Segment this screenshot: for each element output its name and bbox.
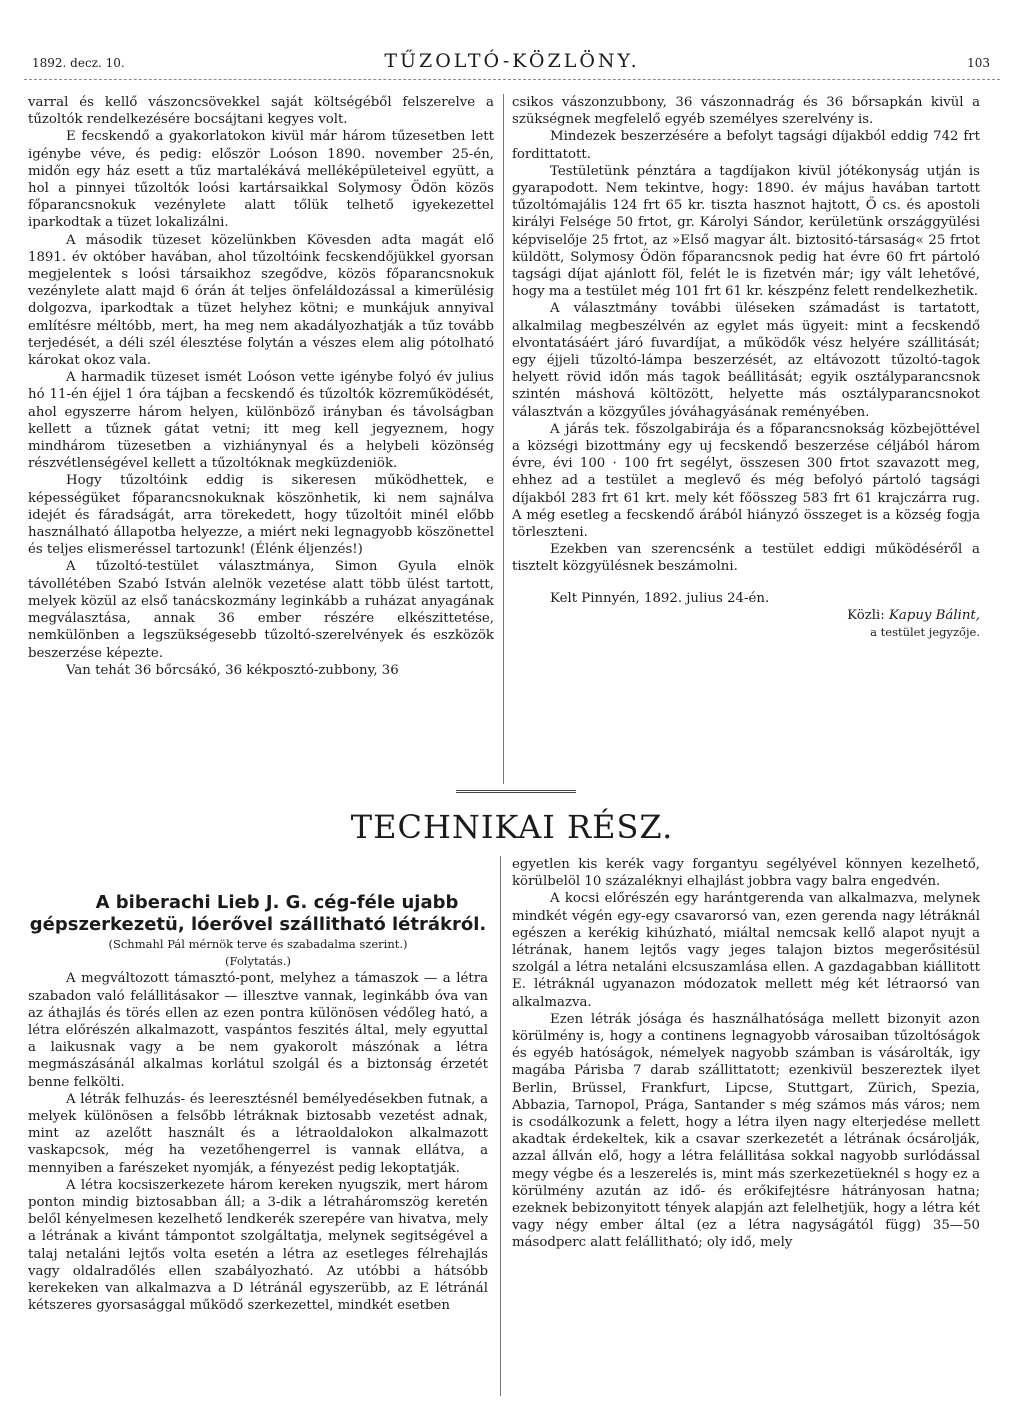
report-right-column [512,94,980,641]
end-of-report-rule [456,790,576,793]
column-divider [503,94,504,784]
report-paragraph: E fecskendő a gyakorlatokon kivül már három tűzesetben lett igénybe véve, és pedig: először Loóson 1890. november 25-én, midőn egy ház esett a tűz martalékává melléképületeivel együtt, a hol a pinnyei tűzoltók loósi kartársaikkal Solymosy Ödön közös főparancsnokuk vezénylete alatt tőlük telhető igyekezettel iparkodtak a tüzet lokalizálni. [28,129,494,231]
article-paragraph: A kocsi előrészén egy harántgerenda van alkalmazva, melynek mindkét végén egy-egy csavarorsó van, ezen gerenda nagy létráknál egészen a kerékig kihúzható, miáltal nemcsak kellő alapot nyujt a létrának, hanem lejtős vagy jeges talajon biztos megerősitésül szolgál a létra netaláni elcsuszamlása ellen. A gazdagabban kiállitott E. létráknál ugyanazon módozatok mellett még két létraorsó van alkalmazva. [512,891,980,1010]
article-paragraph: A létra kocsiszerkezete három kereken nyugszik, mert három ponton mindig biztosabban áll; a 3-dik a létraháromszög keretén belől kényelmesen kezelhető lendkerék szerepére van hivatva, mely a létrának a kivánt támpontot szolgáltatja, melynek segitségével a talaj netaláni lejtős volta esetén a létra az esetleges félrehajlás vagy oldalradőlés ellen szabályozható. Az utóbbi a hátsóbb kerekeken van alkalmazva a D létránál egyszerübb, az E létránál kétszeres gyorsasággal működő szerkezettel, mindkét esetben [28,1177,488,1314]
article-title: A biberachi Lieb J. G. cég-féle ujabb gépszerkezetü, lóerővel szállitható létrákról. [29,892,487,935]
article-paragraph: egyetlen kis kerék vagy forgantyu segélyével könnyen kezelhető, körülbelöl 10 százaléknyi elhajlást jobbra vagy balra engedvén. [512,857,980,890]
article-left-column [28,892,488,1314]
continuation-note: (Folytatás.) [225,954,291,969]
article-byline: (Schmahl Pál mérnök terve és szabadalma szerint.) [108,937,408,951]
report-left-column [28,94,494,679]
page-number: 103 [967,56,990,70]
header-rule [24,79,1000,80]
report-paragraph: Ezekben van szerencsénk a testület eddigi működéséről a tisztelt közgyülésnek beszámolni. [512,542,980,575]
report-paragraph: Testületünk pénztára a tagdíjakon kivül jótékonyság utján is gyarapodott. Nem tekintve, hogy: 1890. év május havában tartott tűzoltómajális 124 frt 65 kr. tiszta hasznot hajtott, Ő cs. és apostoli királyi Felsége 50 frtot, gr. Károlyi Sándor, kerületünk országgyülési képviselője 25 frtot, az »Első magyar ált. biztositó-társaság« 25 frtot küldött, Solymosy Ödön főparancsnok pedig hat évre 60 frt pártoló tagsági díjat ajánlott föl, felét le is fizetvén már; igy vált lehetővé, hogy ma a testület még 101 frt 61 kr. készpénz felett rendelkezhetik. [512,163,980,300]
article-right-column [512,856,980,1252]
article-paragraph: A létrák felhuzás- és leeresztésnél bemélyedésekben futnak, a melyek különösen a felsőbb létráknak biztosabb vezetést adnak, mint az azelőtt használt és a létraoldalokon alkalmazott vaskapcsok, még ha vezetőhengerrel is vannak ellátva, a mennyiben a farészeket nyomják, a fényezést pedig lekoptatják. [28,1091,488,1176]
signoff-role: a testület jegyzője. [870,625,980,640]
signoff-name: Kapuy Bálint, [888,607,980,623]
article-paragraph: Ezen létrák jósága és használhatósága mellett bizonyit azon körülmény is, hogy a continens legnagyobb városaiban tűzoltóságok és egyéb hatóságok, némelyek nagyobb számban is vásárolták, igy magába Párisba 7 darab szállittatott; ezenkivül beszereztek ilyet Berlin, Brüssel, Frankfurt, Lipcse, Stuttgart, Zürich, Spezia, Abbazia, Tarnopol, Prága, Santander s még számos más város; nem is csodálkozunk a felett, hogy a létra ilyen nagy elterjedése mellett akadtak érdekeltek, kik a csavar szerkezetét a létrának ócsárolják, azzal állván elő, hogy a létra felállitása sokkal nagyobb surlódással megy végbe és a leszerelés is, mint más szerkezetüeknél s hogy ez a körülmény azután az idő- és erőkifejtésre hátrányosan hatna; ezeknek bebizonyitott tények alapján azt felelhetjük, hogy a létra két vagy négy ember által (ez a létra nagyságától függ) 35—50 másodperc alatt felállitható; oly idő, mely [512,1011,980,1251]
report-paragraph: A második tüzeset közelünkben Kövesden adta magát elő 1891. év október havában, ahol tűzoltóink fecskendőjükkel gyorsan megjelentek s loósi társaikhoz szegődve, közös főparancsnokuk vezénylete alatt majd 6 órán át teljes önfeláldozással a kimerülésig dolgozva, iparkodtak a tüzet helyhez kötni; e munkájuk annyival említésre méltóbb, mert, ha meg nem akadályozhatják a tűz tovább terjedését, a déli szél élesztése folytán a vészes elem alig pótolható károkat okoz vala. [28,232,494,369]
signoff [512,607,980,624]
column-divider [500,856,501,1396]
signoff-prefix: Közli: [847,607,885,623]
dateline: Kelt Pinnyén, 1892. julius 24-én. [550,590,770,606]
report-paragraph: A tűzoltó-testület választmánya, Simon Gyula elnök távollétében Szabó István alelnök vezetése alatt több ülést tartott, melyek közül az első tanácskozmány leginkább a ruházat anyagának megválasztása, annak 36 ember részére elkészittetése, nemkülönben a legszükségesebb tűzoltó-szerelvények és eszközök beszerzése képezte. [28,559,494,661]
issue-date: 1892. decz. 10. [32,56,125,70]
page-header [24,48,1000,76]
report-paragraph: A harmadik tüzeset ismét Loóson vette igénybe folyó év julius hó 11-én éjjel 1 óra tájban a fecskendő és tűzoltók közreműködését, ahol egyszerre három helyen, különböző irányban és távolságban kellett a tűznek gátat vetni; itt meg kell jegyeznem, hogy mindhárom tüzesetben a vizhiánynyal és a helybeli közönség részvétlenségével kellett a tűzoltóknak megküzdeniök. [28,370,494,472]
report-paragraph: varral és kellő vászoncsövekkel saját költségéből felszerelve a tűzoltók rendelkezésére bocsájtani kegyes volt. [28,95,494,128]
report-paragraph: Van tehát 36 bőrcsákó, 36 kékposztó-zubbony, 36 [66,662,399,678]
report-paragraph: Hogy tűzoltóink eddig is sikeresen működhettek, e képességüket főparancsnokuknak köszönhetik, ki nem sajnálva idejét és fáradságát, arra törekedett, hogy tűzoltóit minél előbb használható állapotba helyezze, a miért neki legnagyobb köszönettel és teljes elismeréssel tartozunk! (Élénk éljenzés!) [28,473,494,558]
article-paragraph: A megváltozott támasztó-pont, melyhez a támaszok — a létra szabadon való felállitásakor — illesztve vannak, leginkább óva van az áthajlás és törés ellen az ezen pontra különösen védőleg ható, a létra előrészén alkalmazott, vaspántos feszités által, mely egyuttal a laikusnak vagy a be nem gyakorolt mászónak a létra megmászásánál alkalmas korlátul szolgál és a biztonság érzetét benne felkölti. [28,971,488,1090]
report-paragraph: A választmány további üléseken számadást is tartatott, alkalmilag megbeszélvén az egylet más ügyeit: mint a fecskendő elvontatásáért járó fuvardíjat, a működők vész helyére szállitását; egy éjjeli tűzoltó-lámpa beszerzését, az eltávozott tűzoltó-tagok helyett rövid időn más tagok beállitását; egyik osztályparancsnok szintén máshová költözött, helyette más osztályparancsnokot választván a közgyűles jóváhagyásának reményében. [512,301,980,420]
report-paragraph: Mindezek beszerzésére a befolyt tagsági díjakból eddig 742 frt fordittatott. [512,129,980,162]
section-title: TECHNIKAI RÉSZ. [350,808,674,846]
report-paragraph: A járás tek. főszolgabirája és a főparancsnokság közbejöttével a községi bizottmány egy uj fecskendő beszerzése céljából három évre, évi 100 · 100 frt segélyt, összesen 300 frtot szavazott meg, ehhez ad a testület a meglevő és még befolyó pártoló tagsági díjakból 283 frt 61 krt. mely két főösszeg 583 frt 61 krajczárra rug. A még esetleg a fecskendő árából hiányzó összeget is a község fogja törleszteni. [512,421,980,541]
newspaper-title: TŰZOLTÓ-KÖZLÖNY. [384,50,640,72]
report-paragraph: csikos vászonzubbony, 36 vászonnadrág és 36 bőrsapkán kivül a szükségnek megfelelő egyéb személyes szerelvény is. [512,95,980,128]
